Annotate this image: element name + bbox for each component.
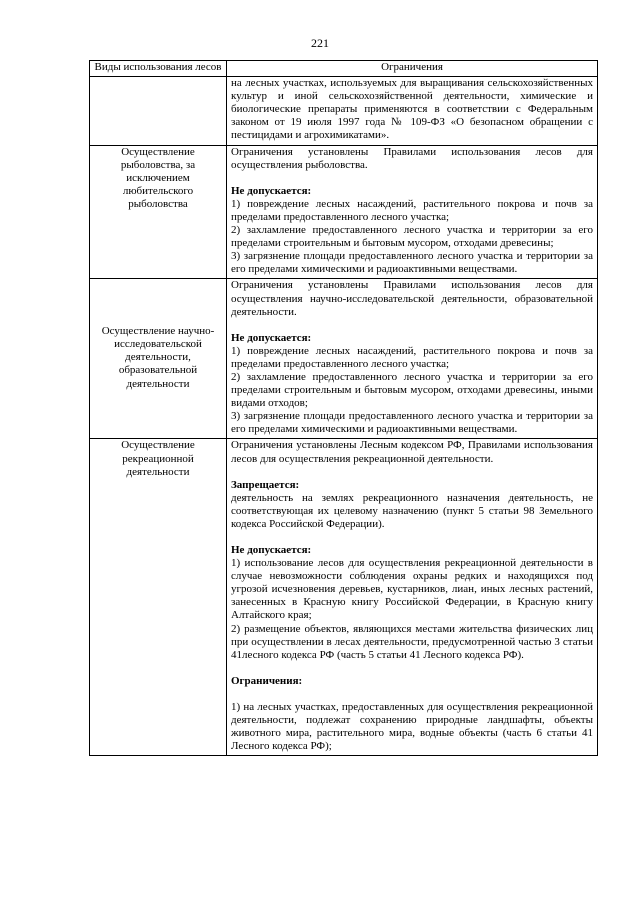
restriction-paragraph: 1) использование лесов для осуществления рекреационной деятельности в случае невозможности соблюдения охраны редких и находящихся под угрозой исчезновения деревьев, кустарников, лиан, иных лесных растений, занесенных в Красную книгу Российской Федерации, в Красную книгу Алтайского края; <box>231 557 593 622</box>
table-header-row <box>90 61 598 77</box>
restriction-paragraph: 2) размещение объектов, являющихся местами жительства физических лиц при осуществлении в лесах деятельности, предусмотренной частью 3 статьи 41лесного кодекса РФ (часть 5 статьи 41 Лесного кодекса РФ). <box>231 622 593 661</box>
section-heading: Ограничения: <box>231 674 303 687</box>
restriction-paragraph: 2) захламление предоставленного лесного участка и территории за его пределами строительным и бытовым мусором, отходами древесины, иными видами отходов; <box>231 370 593 410</box>
restriction-paragraph: 1) повреждение лесных насаждений, растительного покрова и почв за пределами предоставленного лесного участка; <box>231 197 593 223</box>
section-heading: Не допускается: <box>231 184 312 197</box>
table-row <box>90 145 598 279</box>
restriction-paragraph: 2) захламление предоставленного лесного участка и территории за его пределами строительным и бытовым мусором, отходами древесины; <box>231 224 593 250</box>
heading-paragraph <box>231 185 593 198</box>
page-number: 221 <box>311 36 329 50</box>
table-row <box>90 279 598 439</box>
header-restrictions: Ограничения <box>227 61 598 77</box>
table-body <box>90 77 598 756</box>
restriction-paragraph: на лесных участках, используемых для выращивания сельскохозяйственных культур и иной сельскохозяйственной деятельности, химические и биологические препараты применяются в соответствии с Федеральным законом от 19 июля 1997 года № 109-ФЗ «О безопасном обращении с пестицидами и агрохимикатами». <box>231 77 593 142</box>
paragraph-spacer <box>231 688 593 701</box>
restriction-paragraph: Ограничения установлены Правилами использования лесов для осуществления рыболовства. <box>231 145 593 171</box>
header-forest-use-type: Виды использования лесов <box>90 61 227 77</box>
paragraph-spacer <box>231 531 593 544</box>
section-heading: Запрещается: <box>231 478 300 491</box>
paragraph-spacer <box>231 662 593 675</box>
heading-paragraph <box>231 675 593 688</box>
restriction-paragraph: 1) на лесных участках, предоставленных для осуществления рекреационной деятельности, подлежат сохранению природные ландшафты, объекты животного мира, растительного мира, водные объекты (часть 6 статьи 41 Лесного кодекса РФ); <box>231 700 593 753</box>
table-row <box>90 439 598 756</box>
restriction-paragraph: Ограничения установлены Лесным кодексом РФ, Правилами использования лесов для осуществления рекреационной деятельности. <box>231 439 593 465</box>
forest-use-type-cell: Осуществление рыболовства, за исключением любительского рыболовства <box>90 145 227 279</box>
restriction-paragraph: Ограничения установлены Правилами использования лесов для осуществления научно-исследовательской деятельности, образовательной деятельности. <box>231 279 593 318</box>
section-heading: Не допускается: <box>231 331 312 344</box>
paragraph-spacer <box>231 319 593 332</box>
restriction-paragraph: 3) загрязнение площади предоставленного лесного участка и территории за его пределами химическими и радиоактивными веществами. <box>231 410 593 436</box>
paragraph-spacer <box>231 466 593 479</box>
restriction-paragraph: 1) повреждение лесных насаждений, растительного покрова и почв за пределами предоставленного лесного участка; <box>231 344 593 370</box>
restrictions-cell <box>227 279 598 439</box>
restrictions-cell <box>227 439 598 756</box>
section-heading: Не допускается: <box>231 544 312 556</box>
forest-use-type-cell: Осуществление рекреационной деятельности <box>90 439 227 756</box>
table-row <box>90 77 598 145</box>
restrictions-cell <box>227 77 598 145</box>
heading-paragraph <box>231 332 593 345</box>
restrictions-cell <box>227 145 598 279</box>
forest-use-type-cell <box>90 77 227 145</box>
restriction-paragraph: деятельность на землях рекреационного назначения деятельность, не соответствующая их целевому назначению (пункт 5 статьи 98 Земельного кодекса Российской Федерации). <box>231 491 593 530</box>
paragraph-spacer <box>231 172 593 185</box>
restrictions-table <box>89 60 598 756</box>
heading-paragraph <box>231 479 593 492</box>
forest-use-type-cell: Осуществление научно-исследовательской деятельности, образовательной деятельности <box>90 279 227 439</box>
heading-paragraph <box>231 544 593 557</box>
restriction-paragraph: 3) загрязнение площади предоставленного лесного участка и территории за его пределами химическими и радиоактивными веществами. <box>231 250 593 276</box>
